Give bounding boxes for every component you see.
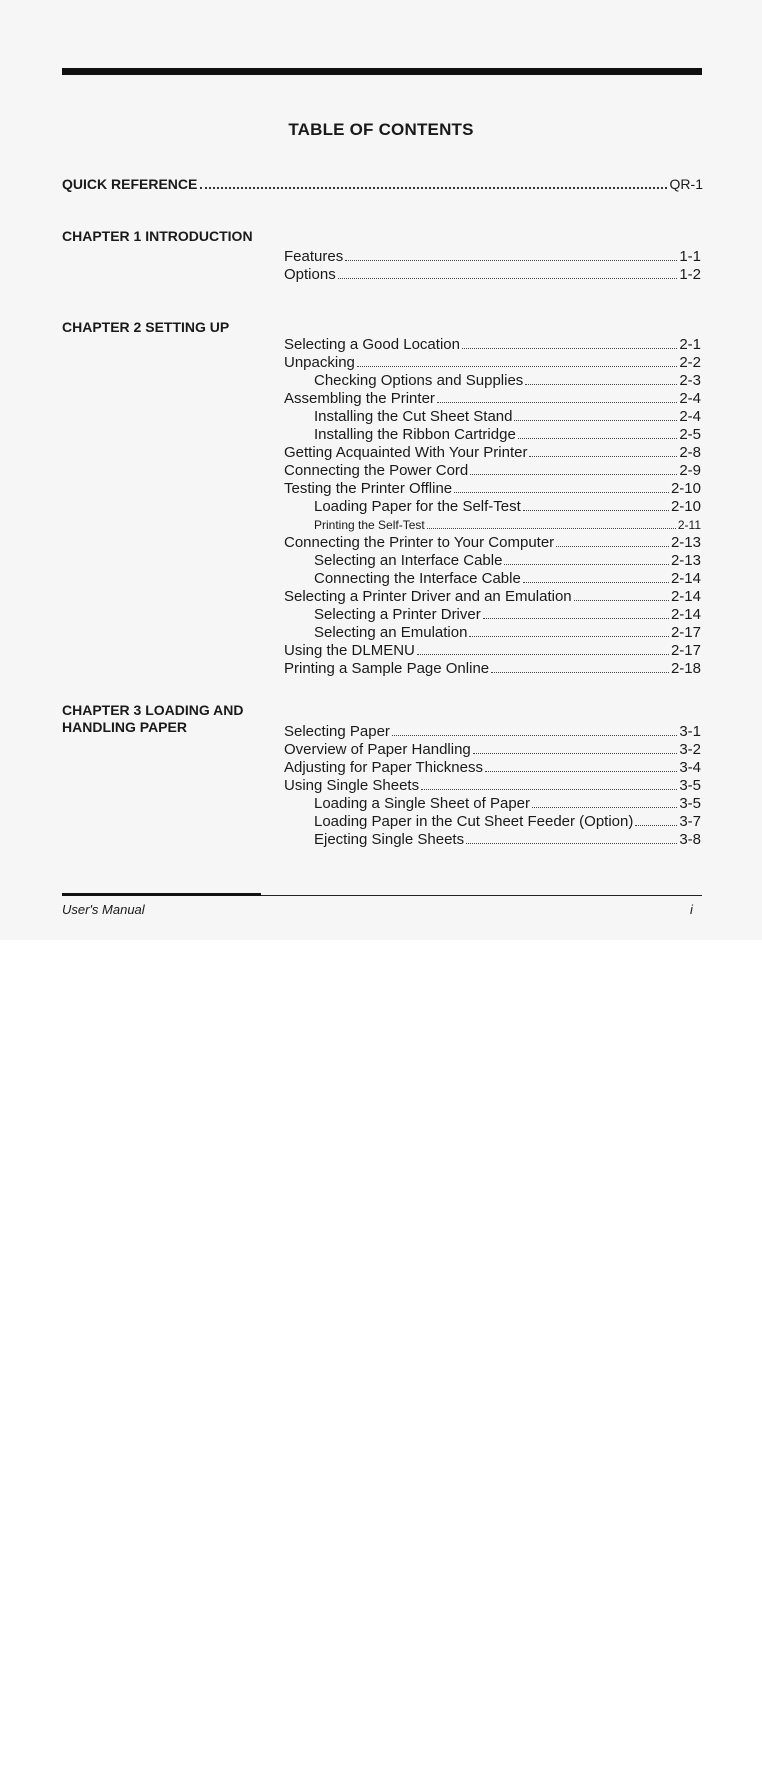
toc-entry[interactable] <box>284 813 701 831</box>
toc-entry[interactable] <box>284 642 701 660</box>
chapter-2-entries <box>284 336 701 678</box>
toc-entry-title: Printing the Self-Test <box>314 518 425 532</box>
dot-leader <box>345 260 677 261</box>
toc-entry[interactable] <box>284 759 701 777</box>
toc-entry-page: 2-3 <box>679 372 701 389</box>
toc-entry-page: 2-4 <box>679 390 701 407</box>
dot-leader <box>504 564 669 565</box>
toc-entry[interactable] <box>284 354 701 372</box>
toc-entry[interactable] <box>284 336 701 354</box>
dot-leader <box>485 771 677 772</box>
toc-entry-page: 3-1 <box>679 723 701 740</box>
toc-entry-title: Using Single Sheets <box>284 777 420 794</box>
toc-entry-title: Overview of Paper Handling <box>284 741 471 758</box>
toc-entry-page: 1-2 <box>679 266 701 283</box>
toc-entry-page: 2-18 <box>670 660 701 677</box>
dot-leader <box>470 474 677 475</box>
toc-entry-page: 2-14 <box>670 588 701 605</box>
toc-entry-page: 2-17 <box>670 642 701 659</box>
toc-entry[interactable] <box>284 248 701 266</box>
toc-entry[interactable] <box>284 570 701 588</box>
toc-entry-title: Options <box>284 266 336 283</box>
toc-entry-title: Connecting the Power Cord <box>284 462 469 479</box>
toc-entry-title: Features <box>284 248 344 265</box>
toc-entry-page: 3-2 <box>679 741 701 758</box>
toc-entry-title: Installing the Ribbon Cartridge <box>314 426 516 443</box>
toc-entry-page: 3-5 <box>679 795 701 812</box>
dot-leader <box>417 654 669 655</box>
dot-leader <box>525 384 677 385</box>
dot-leader <box>491 672 669 673</box>
chapter-3-heading-line-2: HANDLING PAPER <box>62 719 187 735</box>
toc-entry-page: 2-17 <box>670 624 701 641</box>
footer-rule-thin <box>261 895 702 896</box>
toc-entry[interactable] <box>284 606 701 624</box>
toc-entry-page: 2-5 <box>679 426 701 443</box>
dot-leader <box>514 420 677 421</box>
dot-leader <box>473 753 678 754</box>
toc-entry[interactable] <box>284 723 701 741</box>
toc-entry[interactable] <box>284 624 701 642</box>
dot-leader <box>437 402 677 403</box>
toc-entry-title: Assembling the Printer <box>284 390 435 407</box>
dot-leader <box>523 582 669 583</box>
toc-entry-page: 3-5 <box>679 777 701 794</box>
toc-entry-page: 2-1 <box>679 336 701 353</box>
toc-entry-title: Connecting the Interface Cable <box>314 570 521 587</box>
toc-entry-page: 2-14 <box>670 606 701 623</box>
toc-entry-title: Selecting Paper <box>284 723 390 740</box>
toc-entry[interactable] <box>284 795 701 813</box>
toc-entry[interactable] <box>284 498 701 516</box>
footer-rule-thick <box>62 893 261 896</box>
dot-leader <box>556 546 669 547</box>
quick-reference-label: QUICK REFERENCE <box>62 176 198 192</box>
toc-entry[interactable] <box>284 741 701 759</box>
dot-leader <box>529 456 677 457</box>
toc-entry[interactable] <box>284 462 701 480</box>
toc-entry-title: Printing a Sample Page Online <box>284 660 490 677</box>
toc-entry-title: Selecting a Printer Driver <box>314 606 481 623</box>
dot-leader <box>469 636 669 637</box>
chapter-1-heading: CHAPTER 1 INTRODUCTION <box>62 228 253 244</box>
dot-leader <box>338 278 678 279</box>
toc-entry-page: 2-2 <box>679 354 701 371</box>
toc-entry[interactable] <box>284 831 701 849</box>
dot-leader <box>392 735 677 736</box>
toc-entry-title: Selecting a Good Location <box>284 336 460 353</box>
dot-leader <box>466 843 677 844</box>
toc-entry-title: Selecting an Emulation <box>314 624 468 641</box>
toc-entry-title: Ejecting Single Sheets <box>314 831 465 848</box>
toc-entry[interactable] <box>284 372 701 390</box>
toc-entry-title: Connecting the Printer to Your Computer <box>284 534 555 551</box>
quick-reference-page: QR-1 <box>669 176 703 192</box>
toc-entry-title: Loading a Single Sheet of Paper <box>314 795 530 812</box>
toc-entry-title: Testing the Printer Offline <box>284 480 453 497</box>
dot-leader <box>483 618 669 619</box>
toc-entry-page: 3-4 <box>679 759 701 776</box>
toc-entry-page: 2-4 <box>679 408 701 425</box>
dot-leader <box>357 366 677 367</box>
toc-entry-title: Loading Paper for the Self-Test <box>314 498 521 515</box>
toc-entry[interactable] <box>284 480 701 498</box>
toc-entry-title: Loading Paper in the Cut Sheet Feeder (Option) <box>314 813 634 830</box>
toc-entry[interactable] <box>284 534 701 552</box>
top-rule <box>62 68 702 75</box>
toc-entry[interactable] <box>284 660 701 678</box>
footer-manual-name: User's Manual <box>62 902 145 917</box>
toc-entry-page: 2-10 <box>670 498 701 515</box>
dot-leader <box>427 528 676 529</box>
dot-leader <box>200 187 666 189</box>
quick-reference-entry[interactable] <box>62 176 703 192</box>
toc-entry-page: 2-13 <box>670 552 701 569</box>
chapter-1-entries <box>284 248 701 284</box>
toc-entry-page: 2-9 <box>679 462 701 479</box>
chapter-2-heading: CHAPTER 2 SETTING UP <box>62 319 230 335</box>
dot-leader <box>421 789 677 790</box>
dot-leader <box>574 600 669 601</box>
toc-entry[interactable] <box>284 444 701 462</box>
toc-entry-page: 3-7 <box>679 813 701 830</box>
toc-entry-page: 2-13 <box>670 534 701 551</box>
toc-entry[interactable] <box>284 390 701 408</box>
toc-entry-page: 2-10 <box>670 480 701 497</box>
toc-entry[interactable] <box>284 516 701 534</box>
dot-leader <box>532 807 677 808</box>
toc-entry-title: Selecting an Interface Cable <box>314 552 503 569</box>
toc-entry-title: Unpacking <box>284 354 355 371</box>
toc-entry-page: 1-1 <box>679 248 701 265</box>
toc-entry[interactable] <box>284 426 701 444</box>
toc-entry[interactable] <box>284 408 701 426</box>
toc-entry-title: Getting Acquainted With Your Printer <box>284 444 528 461</box>
toc-entry-title: Using the DLMENU <box>284 642 415 659</box>
chapter-3-heading-line-1: CHAPTER 3 LOADING AND <box>62 702 244 718</box>
toc-entry[interactable] <box>284 552 701 570</box>
toc-entry[interactable] <box>284 266 701 284</box>
toc-entry-title: Installing the Cut Sheet Stand <box>314 408 513 425</box>
dot-leader <box>518 438 678 439</box>
toc-entry-title: Selecting a Printer Driver and an Emulation <box>284 588 572 605</box>
chapter-3-entries <box>284 723 701 849</box>
toc-entry-title: Checking Options and Supplies <box>314 372 524 389</box>
toc-entry-page: 2-14 <box>670 570 701 587</box>
toc-entry[interactable] <box>284 777 701 795</box>
dot-leader <box>523 510 669 511</box>
toc-entry-page: 3-8 <box>679 831 701 848</box>
page-title: TABLE OF CONTENTS <box>288 120 474 139</box>
toc-entry[interactable] <box>284 588 701 606</box>
chapter-3-heading <box>62 702 244 736</box>
toc-entry-page: 2-8 <box>679 444 701 461</box>
toc-entry-page: 2-11 <box>677 518 701 532</box>
footer-page-number: i <box>690 902 693 917</box>
dot-leader <box>635 825 677 826</box>
dot-leader <box>462 348 677 349</box>
dot-leader <box>454 492 669 493</box>
toc-entry-title: Adjusting for Paper Thickness <box>284 759 483 776</box>
